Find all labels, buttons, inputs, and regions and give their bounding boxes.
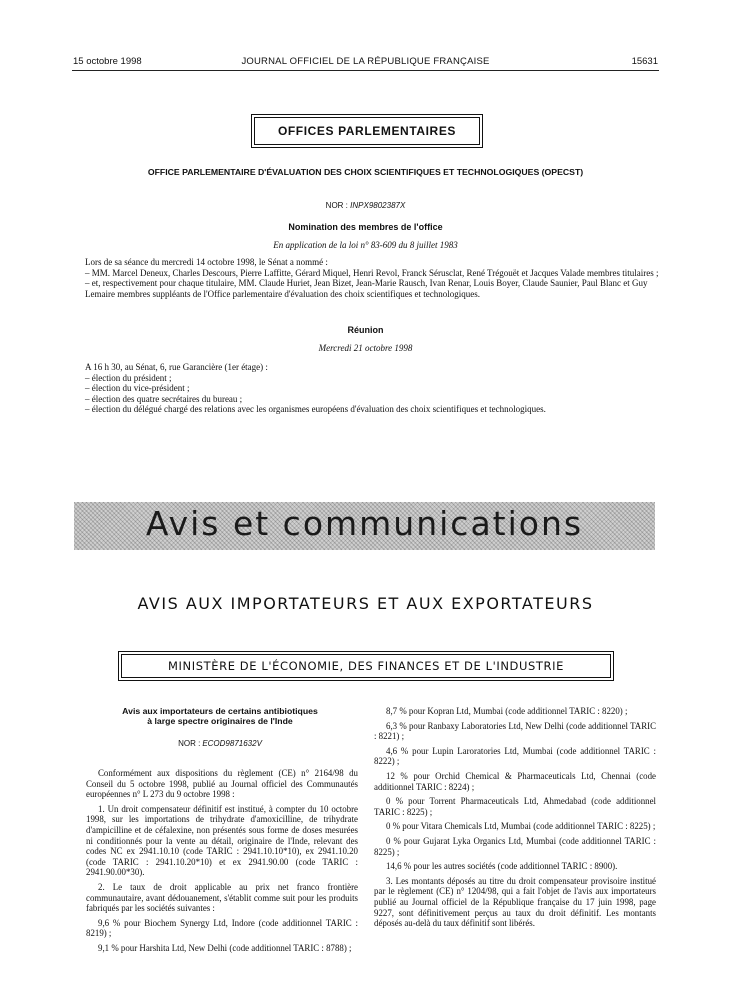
nomination-intro: Lors de sa séance du mercredi 14 octobre 1998, le Sénat a nommé : <box>85 257 328 267</box>
notice-right-column <box>374 706 656 933</box>
ministry-box-title: MINISTÈRE DE L'ÉCONOMIE, DES FINANCES ET DE L'INDUSTRIE <box>121 654 611 678</box>
members-titulaires: – MM. Marcel Deneux, Charles Descours, Pierre Laffitte, Gérard Miquel, Henri Revol, Franck Sérusclat, René Trégouët et Jacques Valade membres titulaires ; <box>85 267 659 278</box>
nomination-title: Nomination des membres de l'office <box>288 222 443 232</box>
reunion-body <box>85 362 663 415</box>
opecst-section-title: OFFICE PARLEMENTAIRE D'ÉVALUATION DES CHOIX SCIENTIFIQUES ET TECHNOLOGIQUES (OPECST) <box>147 167 584 177</box>
reunion-title: Réunion <box>347 325 384 335</box>
notice-left-column <box>86 768 358 958</box>
agenda-item: – élection du délégué chargé des relations avec les organismes européens d'évaluation des choix scientifiques et technologiques. <box>85 404 546 414</box>
nor-label: NOR : <box>325 201 348 210</box>
opecst-nor <box>0 200 731 212</box>
rate-entry: 12 % pour Orchid Chemical & Pharmaceuticals Ltd, Chennai (code additionnel TARIC : 8224) ; <box>374 770 656 792</box>
notice-paragraph: Conformément aux dispositions du règlement (CE) n° 2164/98 du Conseil du 5 octobre 1998, publié au Journal officiel des Communautés européennes n° L 273 du 9 octobre 1998 : <box>86 768 358 800</box>
reunion-date: Mercredi 21 octobre 1998 <box>318 343 413 353</box>
notice-paragraph: 3. Les montants déposés au titre du droit compensateur provisoire institué par le règlement (CE) n° 1204/98, qui a fait l'objet de l'avis aux importateurs publié au Journal officiel de la République française du 17 juin 1998, page 9227, sont définitivement perçus au taux du droit définitif. Les montants déposés au-delà du taux définitif sont libérés. <box>374 875 656 929</box>
notice-paragraph: 2. Le taux de droit applicable au prix net franco frontière communautaire, avant dédouanement, s'établit comme suit pour les produits fabriqués par les sociétés suivantes : <box>86 881 358 914</box>
nor-value: INPX9802387X <box>350 201 406 210</box>
rate-entry: 8,7 % pour Kopran Ltd, Mumbai (code additionnel TARIC : 8220) ; <box>386 706 628 716</box>
reunion-intro: A 16 h 30, au Sénat, 6, rue Garancière (1er étage) : <box>85 362 268 372</box>
rate-entry: 0 % pour Torrent Pharmaceuticals Ltd, Ahmedabad (code additionnel TARIC : 8225) ; <box>374 796 656 817</box>
agenda-item: – élection des quatre secrétaires du bureau ; <box>85 393 243 404</box>
banner-title: Avis et communications <box>145 504 584 543</box>
notice-nor-label: NOR : <box>178 739 201 748</box>
rate-entry: 6,3 % pour Ranbaxy Laboratories Ltd, New Delhi (code additionnel TARIC : 8221) ; <box>374 720 656 742</box>
header-date: 15 octobre 1998 <box>73 56 142 67</box>
rate-entry: 4,6 % pour Lupin Laroratories Ltd, Mumbai (code additionnel TARIC : 8222) ; <box>374 745 656 767</box>
rate-entry: 9,6 % pour Biochem Synergy Ltd, Indore (code additionnel TARIC : 8219) ; <box>86 917 358 939</box>
notice-title <box>76 706 364 726</box>
notice-paragraph: 1. Un droit compensateur définitif est institué, à compter du 10 octobre 1998, sur les importations de trihydrate d'amoxicilline, de trihydrate d'ampicilline et de céfalexine, non présentés sous forme de doses mesurées ni conditionnés pour la vente au détail, originaire de l'Inde, relevant des codes NC ex 2941.10.10 (code TARIC : 2941.10.10*10), ex 2941.10.20 (code TARIC : 2941.10.20*10) et ex 2941.90.00 (code TARIC : 2941.90.00*30). <box>86 803 358 878</box>
rate-entry: 9,1 % pour Harshita Ltd, New Delhi (code additionnel TARIC : 8788) ; <box>98 942 352 953</box>
offices-box-title: OFFICES PARLEMENTAIRES <box>254 117 480 145</box>
notice-title-line2: à large spectre originaires de l'Inde <box>147 716 293 726</box>
avis-communications-banner <box>74 502 655 550</box>
notice-nor <box>76 739 364 748</box>
nomination-subtitle: En application de la loi n° 83-609 du 8 juillet 1983 <box>273 240 458 250</box>
header-rule <box>72 70 659 71</box>
members-suppleants: – et, respectivement pour chaque titulaire, MM. Claude Huriet, Jean Bizet, Jean-Marie Rausch, Ivan Renar, Louis Boyer, Claude Saunier, Paul Blanc et Guy Lemaire membres suppléants de l'Office parlementaire d'évaluation des choix scientifiques et technologiques. <box>85 278 648 299</box>
importateurs-title: AVIS AUX IMPORTATEURS ET AUX EXPORTATEURS <box>137 594 594 613</box>
notice-nor-value: ECOD9871632V <box>202 739 262 748</box>
agenda-item: – élection du président ; <box>85 372 172 383</box>
rate-entry: 0 % pour Gujarat Lyka Organics Ltd, Mumbai (code additionnel TARIC : 8225) ; <box>374 835 656 857</box>
rate-entry: 14,6 % pour les autres sociétés (code additionnel TARIC : 8900). <box>386 861 618 872</box>
notice-title-line1: Avis aux importateurs de certains antibiotiques <box>122 706 318 716</box>
page-number: 15631 <box>631 56 658 67</box>
agenda-item: – élection du vice-président ; <box>85 383 190 393</box>
journal-title: JOURNAL OFFICIEL DE LA RÉPUBLIQUE FRANÇAISE <box>241 56 490 67</box>
rate-entry: 0 % pour Vitara Chemicals Ltd, Mumbai (code additionnel TARIC : 8225) ; <box>386 821 656 832</box>
nomination-body <box>85 257 663 299</box>
